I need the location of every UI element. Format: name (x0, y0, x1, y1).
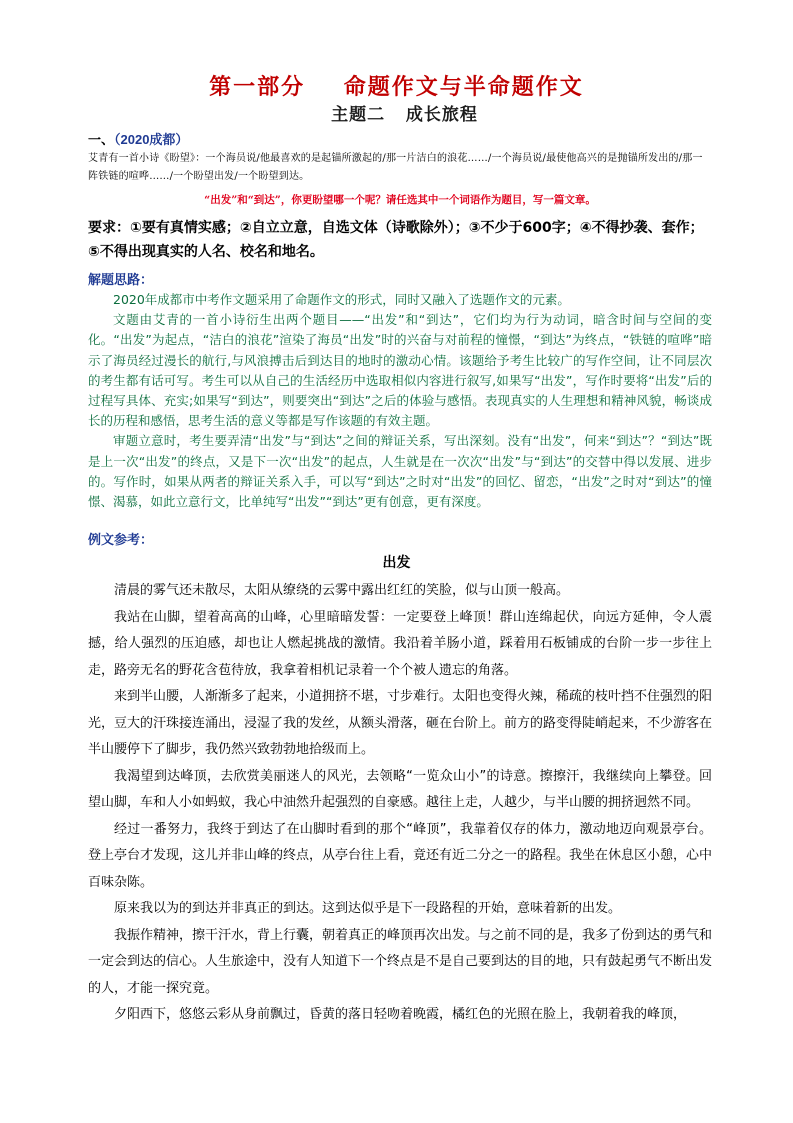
poem-text: 艾青有一首小诗《盼望》：一个海员说/他最喜欢的是起锚所激起的/那一片洁白的浪花……/一个海员说/最使他高兴的是抛锚所发出的/那一阵铁链的喧哗……/一个盼望出发/一个盼望到达。 (88, 153, 703, 182)
analysis-paragraph: 文题由艾青的一首小诗衍生出两个题目——“出发”和“到达”，它们均为行为动词，暗含时间与空间的变化。“出发”为起点，“洁白的浪花”渲染了海员“出发”时的兴奋与对前程的憧憬，“到达”为终点，“铁链的喧哗”暗示了海员经过漫长的航行,与风浪搏击后到达目的地时的激动心情。该题给予考生比较广的写作空间，让不同层次的考生都有话可写。考生可以从自己的生活经历中选取相似内容进行叙写,如果写“出发”，写作时要将“出发”后的过程写具体、充实;如果写“到达”，则要突出“到达”之后的体验与感悟。表现真实的人生理想和精神风貌，畅谈成长的历程和感悟，思考生活的意义等都是写作该题的有效主题。 (88, 312, 712, 429)
essay-paragraph: 清晨的雾气还未散尽，太阳从缭绕的云雾中露出红红的笑脸，似与山顶一般高。 (114, 583, 570, 598)
writing-prompt: “出发”和“到达”，你更盼望哪一个呢？请任选其中一个词语作为题目，写一篇文章。 (204, 194, 596, 206)
analysis-label: 解题思路： (88, 273, 154, 288)
essay-paragraph: 我渴望到达峰顶，去欣赏美丽迷人的风光，去领略“一览众山小”的诗意。擦擦汗，我继续向上攀登。回望山脚，车和人小如蚂蚁，我心中油然升起强烈的自豪感。越往上走，人越少，与半山腰的拥挤迥然不同。 (88, 768, 712, 810)
analysis-paragraph: 2020年成都市中考作文题采用了命题作文的形式，同时又融入了选题作文的元素。 (113, 292, 570, 307)
essay-paragraph: 原来我以为的到达并非真正的到达。这到达似乎是下一段路程的开始，意味着新的出发。 (114, 901, 622, 916)
essay-paragraph: 我站在山脚，望着高高的山峰，心里暗暗发誓：一定要登上峰顶！群山连绵起伏，向远方延伸，令人震撼，给人强烈的压迫感，却也让人燃起挑战的激情。我沿着羊肠小道，踩着用石板铺成的台阶一步一步往上走，路旁无名的野花含苞待放，我拿着相机记录着一个个被人遗忘的角落。 (88, 609, 712, 678)
section-heading (88, 129, 712, 148)
essay-body (88, 578, 712, 1029)
main-title: 第一部分 命题作文与半命题作文 (209, 74, 584, 100)
requirements: 要求：①要有真情实感；②自立立意，自选文体（诗歌除外）；③不少于600字；④不得抄袭、套作；⑤不得出现真实的人名、校名和地名。 (88, 220, 704, 260)
essay-title: 出发 (382, 555, 411, 571)
section-number: 一、 (88, 132, 115, 147)
essay-paragraph: 经过一番努力，我终于到达了在山脚时看到的那个“峰顶”，我靠着仅存的体力，激动地迈向观景亭台。登上亭台才发现，这儿并非山峰的终点，从亭台往上看，竟还有近二分之一的路程。我坐在休息区小憩，心中百味杂陈。 (88, 821, 713, 890)
essay-paragraph: 来到半山腰，人渐渐多了起来，小道拥挤不堪，寸步难行。太阳也变得火辣，稀疏的枝叶挡不住强烈的阳光，豆大的汗珠接连涌出，浸湿了我的发丝，从额头滑落，砸在台阶上。前方的路变得陡峭起来，不少游客在半山腰停下了脚步，我仍然兴致勃勃地拾级而上。 (88, 689, 713, 757)
section-year: （2020成都） (114, 132, 189, 147)
sub-title: 主题二 成长旅程 (331, 105, 478, 125)
essay-paragraph: 夕阳西下，悠悠云彩从身前飘过，昏黄的落日轻吻着晚霞，橘红色的光照在脸上，我朝着我的峰顶， (114, 1007, 687, 1022)
analysis-body (88, 290, 712, 512)
essay-paragraph: 我振作精神，擦干汗水，背上行囊，朝着真正的峰顶再次出发。与之前不同的是，我多了份到达的勇气和一定会到达的信心。人生旅途中，没有人知道下一个终点是不是自己要到达的目的地，只有鼓起勇气不断出发的人，才能一探究竟。 (88, 927, 713, 996)
example-label: 例文参考： (88, 533, 154, 548)
analysis-paragraph: 审题立意时，考生要弄清“出发”与“到达”之间的辩证关系，写出深刻。没有“出发”，何来“到达”？“到达”既是上一次“出发”的终点，又是下一次“出发”的起点，人生就是在一次次“出发”与“到达”的交替中得以发展、进步的。写作时，如果从两者的辩证关系入手，可以写“到达”之时对“出发”的回忆、留恋，“出发”之时对“到达”的憧憬、渴慕，如此立意行文，比单纯写“出发”“到达”更有创意，更有深度。 (88, 433, 712, 510)
